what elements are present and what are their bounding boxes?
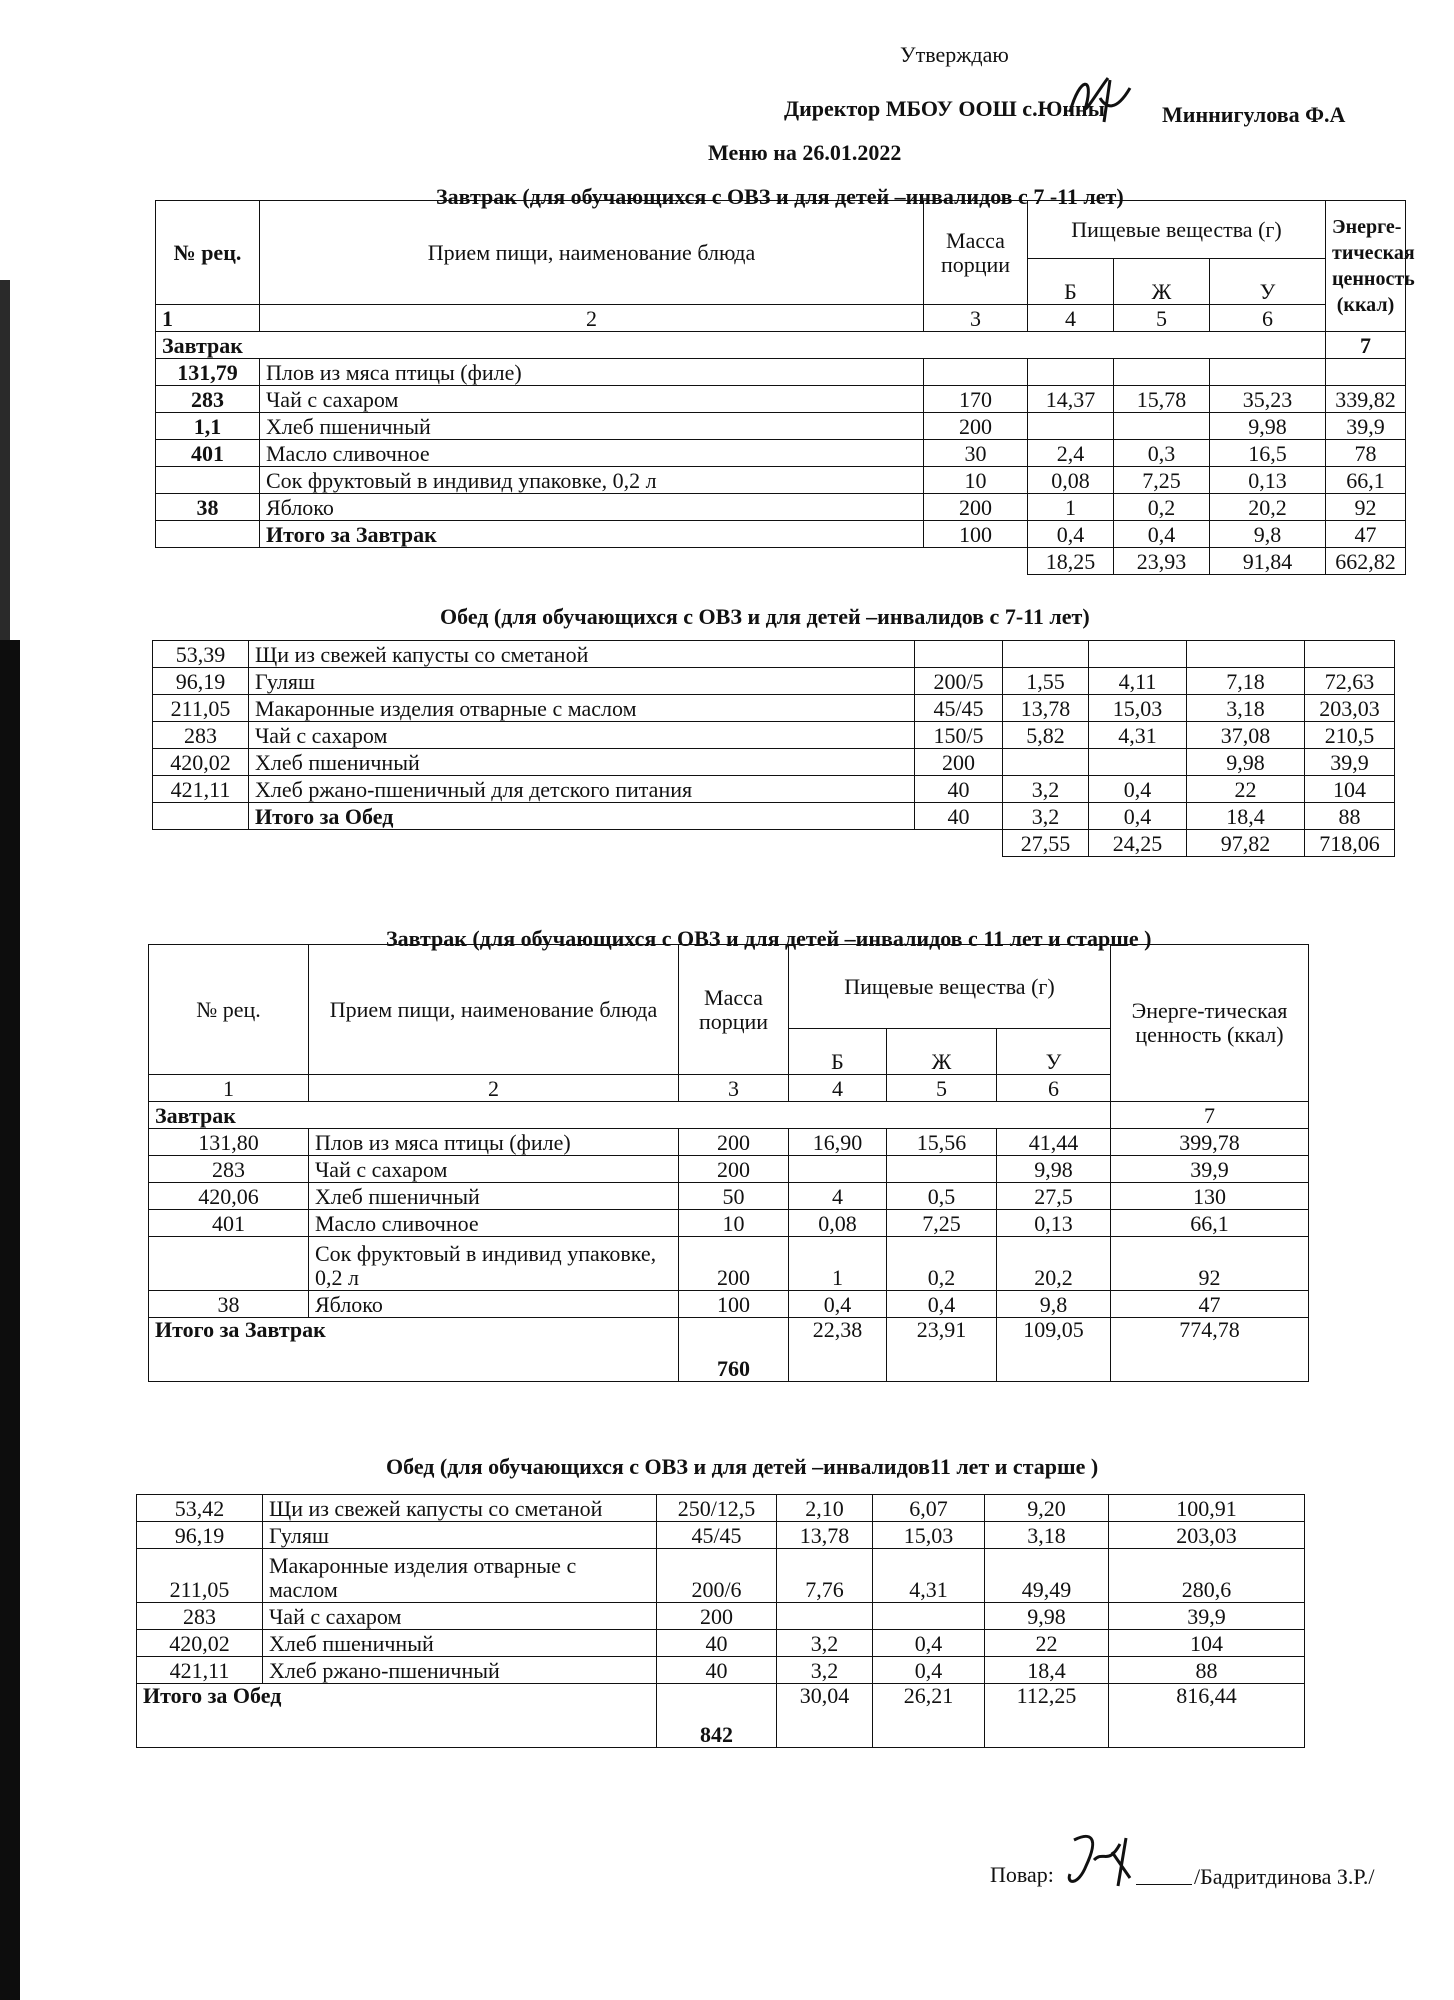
total-zh: 23,93 bbox=[1114, 548, 1210, 575]
cell-dish: Щи из свежей капусты со сметаной bbox=[249, 641, 915, 668]
total-label: Итого за Завтрак bbox=[149, 1318, 679, 1382]
table-row bbox=[153, 641, 1395, 668]
cell-zh bbox=[887, 1156, 997, 1183]
total-zh: 23,91 bbox=[887, 1318, 997, 1382]
cell-u: 9,8 bbox=[1210, 521, 1326, 548]
cell-zh: 0,4 bbox=[887, 1291, 997, 1318]
cell-u: 22 bbox=[985, 1630, 1109, 1657]
table-row bbox=[137, 1522, 1305, 1549]
total-u: 109,05 bbox=[997, 1318, 1111, 1382]
cell-zh: 0,2 bbox=[1114, 494, 1210, 521]
cell-rec: 131,79 bbox=[156, 359, 260, 386]
cell-dish: Хлеб пшеничный bbox=[309, 1183, 679, 1210]
col-u: У bbox=[1210, 259, 1326, 305]
cell-mass: 10 bbox=[679, 1210, 789, 1237]
cell-rec: 96,19 bbox=[137, 1522, 263, 1549]
cell-u: 18,4 bbox=[985, 1657, 1109, 1684]
cell-zh: 15,56 bbox=[887, 1129, 997, 1156]
table-row bbox=[149, 1183, 1309, 1210]
cell-mass: 40 bbox=[915, 776, 1003, 803]
cell-zh: 4,31 bbox=[873, 1549, 985, 1603]
cell-zh bbox=[1089, 641, 1187, 668]
cell-dish: Итого за Обед bbox=[249, 803, 915, 830]
cell-u: 41,44 bbox=[997, 1129, 1111, 1156]
cell-u: 49,49 bbox=[985, 1549, 1109, 1603]
section-label: Завтрак bbox=[156, 332, 1326, 359]
cell-rec: 401 bbox=[149, 1210, 309, 1237]
cell-zh: 15,78 bbox=[1114, 386, 1210, 413]
cell-dish: Яблоко bbox=[260, 494, 924, 521]
cell-zh: 7,25 bbox=[887, 1210, 997, 1237]
cell-rec: 1,1 bbox=[156, 413, 260, 440]
approval-label: Утверждаю bbox=[900, 42, 1009, 67]
t2-caption: Обед (для обучающихся с ОВЗ и для детей –инвалидов с 7-11 лет) bbox=[440, 604, 1090, 629]
cell-zh: 4,31 bbox=[1089, 722, 1187, 749]
total-spacer bbox=[156, 548, 1028, 575]
cell-energy: 100,91 bbox=[1109, 1495, 1305, 1522]
cell-u: 9,98 bbox=[985, 1603, 1109, 1630]
section-label: Завтрак bbox=[149, 1102, 1111, 1129]
cell-dish: Хлеб пшеничный bbox=[260, 413, 924, 440]
cell-dish: Хлеб пшеничный bbox=[249, 749, 915, 776]
cell-energy: 66,1 bbox=[1326, 467, 1406, 494]
cell-rec: 53,42 bbox=[137, 1495, 263, 1522]
col-energy: Энерге-тическая ценность (ккал) bbox=[1326, 201, 1406, 332]
cell-u: 27,5 bbox=[997, 1183, 1111, 1210]
table-row bbox=[153, 803, 1395, 830]
cell-u: 18,4 bbox=[1187, 803, 1305, 830]
table-row bbox=[153, 722, 1395, 749]
scan-shadow-edge bbox=[0, 640, 20, 2000]
cell-energy: 280,6 bbox=[1109, 1549, 1305, 1603]
cell-energy: 78 bbox=[1326, 440, 1406, 467]
table-row bbox=[156, 386, 1406, 413]
num-5: 5 bbox=[887, 1075, 997, 1102]
total-energy: 774,78 bbox=[1111, 1318, 1309, 1382]
cell-mass: 45/45 bbox=[915, 695, 1003, 722]
cell-mass: 45/45 bbox=[657, 1522, 777, 1549]
cell-mass: 250/12,5 bbox=[657, 1495, 777, 1522]
col-zh: Ж bbox=[887, 1029, 997, 1075]
cell-mass: 200 bbox=[679, 1237, 789, 1291]
table-row bbox=[137, 1549, 1305, 1603]
cell-mass: 100 bbox=[679, 1291, 789, 1318]
table-row bbox=[153, 776, 1395, 803]
cell-mass: 10 bbox=[924, 467, 1028, 494]
cell-b: 0,4 bbox=[789, 1291, 887, 1318]
cell-zh: 0,4 bbox=[1089, 803, 1187, 830]
cell-rec: 420,02 bbox=[153, 749, 249, 776]
cell-rec: 211,05 bbox=[137, 1549, 263, 1603]
cell-energy: 104 bbox=[1109, 1630, 1305, 1657]
cell-u: 16,5 bbox=[1210, 440, 1326, 467]
col-u: У bbox=[997, 1029, 1111, 1075]
cell-dish: Чай с сахаром bbox=[249, 722, 915, 749]
col-mass: Масса порции bbox=[924, 201, 1028, 305]
cell-energy: 47 bbox=[1111, 1291, 1309, 1318]
cell-dish: Итого за Завтрак bbox=[260, 521, 924, 548]
cell-dish: Чай с сахаром bbox=[260, 386, 924, 413]
table-row bbox=[137, 1657, 1305, 1684]
table-row bbox=[149, 1210, 1309, 1237]
cell-mass: 170 bbox=[924, 386, 1028, 413]
cell-energy: 203,03 bbox=[1109, 1522, 1305, 1549]
total-zh: 24,25 bbox=[1089, 830, 1187, 857]
table-row bbox=[156, 440, 1406, 467]
cell-u: 0,13 bbox=[997, 1210, 1111, 1237]
menu-title: Меню на 26.01.2022 bbox=[708, 140, 902, 165]
cell-b: 13,78 bbox=[777, 1522, 873, 1549]
cell-rec: 38 bbox=[149, 1291, 309, 1318]
cell-b: 2,10 bbox=[777, 1495, 873, 1522]
director-signature bbox=[1060, 68, 1140, 128]
cell-mass: 40 bbox=[915, 803, 1003, 830]
cell-energy: 210,5 bbox=[1305, 722, 1395, 749]
num-4: 4 bbox=[1028, 305, 1114, 332]
cell-rec: 421,11 bbox=[153, 776, 249, 803]
num-4: 4 bbox=[789, 1075, 887, 1102]
director-title: Директор МБОУ ООШ с.Юнны bbox=[784, 96, 1105, 121]
cell-rec: 38 bbox=[156, 494, 260, 521]
cell-u: 7,18 bbox=[1187, 668, 1305, 695]
t4-lunch-11plus-table bbox=[136, 1494, 1305, 1748]
cook-label: Повар: bbox=[990, 1862, 1054, 1887]
cell-mass: 200 bbox=[924, 494, 1028, 521]
table-row bbox=[149, 1237, 1309, 1291]
cell-u: 35,23 bbox=[1210, 386, 1326, 413]
cell-energy bbox=[1326, 359, 1406, 386]
cell-zh: 0,3 bbox=[1114, 440, 1210, 467]
cell-rec: 96,19 bbox=[153, 668, 249, 695]
cell-b: 5,82 bbox=[1003, 722, 1089, 749]
cell-u: 0,13 bbox=[1210, 467, 1326, 494]
cell-dish: Плов из мяса птицы (филе) bbox=[309, 1129, 679, 1156]
t1-caption: Завтрак (для обучающихся с ОВЗ и для детей –инвалидов с 7 -11 лет) bbox=[436, 184, 1124, 209]
cell-rec: 401 bbox=[156, 440, 260, 467]
total-b: 22,38 bbox=[789, 1318, 887, 1382]
col-name: Прием пищи, наименование блюда bbox=[260, 201, 924, 305]
cell-b bbox=[1003, 641, 1089, 668]
cell-mass: 40 bbox=[657, 1657, 777, 1684]
total-b: 18,25 bbox=[1028, 548, 1114, 575]
table-row bbox=[153, 749, 1395, 776]
cell-dish: Хлеб пшеничный bbox=[263, 1630, 657, 1657]
cell-zh: 0,4 bbox=[873, 1630, 985, 1657]
cell-rec: 283 bbox=[149, 1156, 309, 1183]
cell-mass bbox=[915, 641, 1003, 668]
cell-dish: Сок фруктовый в индивид упаковке, 0,2 л bbox=[260, 467, 924, 494]
cell-mass: 200 bbox=[915, 749, 1003, 776]
cell-rec bbox=[156, 467, 260, 494]
table-row bbox=[149, 1129, 1309, 1156]
cell-energy: 339,82 bbox=[1326, 386, 1406, 413]
cell-mass: 200 bbox=[657, 1603, 777, 1630]
num-1: 1 bbox=[156, 305, 260, 332]
cell-b: 7,76 bbox=[777, 1549, 873, 1603]
cell-zh: 4,11 bbox=[1089, 668, 1187, 695]
cell-zh bbox=[1089, 749, 1187, 776]
cell-b: 14,37 bbox=[1028, 386, 1114, 413]
cell-b: 0,08 bbox=[789, 1210, 887, 1237]
cell-dish: Хлеб ржано-пшеничный bbox=[263, 1657, 657, 1684]
cell-u: 9,8 bbox=[997, 1291, 1111, 1318]
cell-energy: 88 bbox=[1109, 1657, 1305, 1684]
table-row bbox=[149, 1291, 1309, 1318]
cell-energy: 39,9 bbox=[1305, 749, 1395, 776]
table-row bbox=[156, 413, 1406, 440]
cell-u: 9,98 bbox=[1187, 749, 1305, 776]
num-2: 2 bbox=[309, 1075, 679, 1102]
cell-dish: Яблоко bbox=[309, 1291, 679, 1318]
cell-rec bbox=[156, 521, 260, 548]
cell-u: 3,18 bbox=[1187, 695, 1305, 722]
cell-dish: Гуляш bbox=[249, 668, 915, 695]
cell-mass: 100 bbox=[924, 521, 1028, 548]
total-energy: 718,06 bbox=[1305, 830, 1395, 857]
cell-dish: Чай с сахаром bbox=[263, 1603, 657, 1630]
num-5: 5 bbox=[1114, 305, 1210, 332]
cell-energy: 399,78 bbox=[1111, 1129, 1309, 1156]
total-u: 91,84 bbox=[1210, 548, 1326, 575]
col-b: Б bbox=[1028, 259, 1114, 305]
table-row bbox=[137, 1603, 1305, 1630]
cell-u bbox=[1187, 641, 1305, 668]
cell-mass: 200/5 bbox=[915, 668, 1003, 695]
cell-rec: 421,11 bbox=[137, 1657, 263, 1684]
cell-mass: 200/6 bbox=[657, 1549, 777, 1603]
cell-b bbox=[789, 1156, 887, 1183]
total-energy: 662,82 bbox=[1326, 548, 1406, 575]
total-energy: 816,44 bbox=[1109, 1684, 1305, 1748]
cell-dish: Макаронные изделия отварные с маслом bbox=[249, 695, 915, 722]
cell-rec: 283 bbox=[153, 722, 249, 749]
cell-zh: 0,2 bbox=[887, 1237, 997, 1291]
col-mass: Масса порции bbox=[679, 945, 789, 1075]
cell-energy: 88 bbox=[1305, 803, 1395, 830]
cell-b: 3,2 bbox=[1003, 803, 1089, 830]
table-row bbox=[137, 1495, 1305, 1522]
cell-energy: 39,9 bbox=[1109, 1603, 1305, 1630]
cell-b: 16,90 bbox=[789, 1129, 887, 1156]
table-row bbox=[156, 467, 1406, 494]
cell-b bbox=[1028, 413, 1114, 440]
cell-mass bbox=[924, 359, 1028, 386]
cell-mass: 150/5 bbox=[915, 722, 1003, 749]
cell-energy: 66,1 bbox=[1111, 1210, 1309, 1237]
cook-signature bbox=[1060, 1826, 1156, 1896]
cell-u: 20,2 bbox=[997, 1237, 1111, 1291]
cell-mass: 200 bbox=[679, 1129, 789, 1156]
cell-b: 4 bbox=[789, 1183, 887, 1210]
cell-b: 1 bbox=[789, 1237, 887, 1291]
t4-caption: Обед (для обучающихся с ОВЗ и для детей –инвалидов11 лет и старше ) bbox=[386, 1454, 1099, 1479]
cell-energy: 104 bbox=[1305, 776, 1395, 803]
num-7: 7 bbox=[1111, 1102, 1309, 1129]
cell-u: 22 bbox=[1187, 776, 1305, 803]
cell-mass: 200 bbox=[924, 413, 1028, 440]
num-2: 2 bbox=[260, 305, 924, 332]
cell-b: 0,08 bbox=[1028, 467, 1114, 494]
total-mass: 760 bbox=[679, 1318, 789, 1382]
cell-energy: 130 bbox=[1111, 1183, 1309, 1210]
t3-breakfast-11plus-table bbox=[148, 944, 1309, 1382]
cell-mass: 200 bbox=[679, 1156, 789, 1183]
cell-energy bbox=[1305, 641, 1395, 668]
total-b: 27,55 bbox=[1003, 830, 1089, 857]
total-b: 30,04 bbox=[777, 1684, 873, 1748]
cell-b: 2,4 bbox=[1028, 440, 1114, 467]
table-row bbox=[137, 1630, 1305, 1657]
cell-rec: 211,05 bbox=[153, 695, 249, 722]
cell-b: 1 bbox=[1028, 494, 1114, 521]
cell-rec: 53,39 bbox=[153, 641, 249, 668]
cell-rec: 283 bbox=[137, 1603, 263, 1630]
table-row bbox=[153, 695, 1395, 722]
cell-rec: 131,80 bbox=[149, 1129, 309, 1156]
cell-energy: 92 bbox=[1326, 494, 1406, 521]
scan-shadow-upper bbox=[0, 280, 10, 640]
col-nutrients: Пищевые вещества (г) bbox=[789, 945, 1111, 1029]
cell-zh: 6,07 bbox=[873, 1495, 985, 1522]
cell-b bbox=[777, 1603, 873, 1630]
cell-rec bbox=[149, 1237, 309, 1291]
num-1: 1 bbox=[149, 1075, 309, 1102]
cell-u: 20,2 bbox=[1210, 494, 1326, 521]
cell-zh: 0,5 bbox=[887, 1183, 997, 1210]
cell-u bbox=[1210, 359, 1326, 386]
cell-u: 9,98 bbox=[997, 1156, 1111, 1183]
cell-rec: 283 bbox=[156, 386, 260, 413]
num-6: 6 bbox=[1210, 305, 1326, 332]
col-b: Б bbox=[789, 1029, 887, 1075]
table-row bbox=[156, 494, 1406, 521]
cell-dish: Масло сливочное bbox=[309, 1210, 679, 1237]
cell-u: 37,08 bbox=[1187, 722, 1305, 749]
total-label: Итого за Обед bbox=[137, 1684, 657, 1748]
signature-line bbox=[1136, 1884, 1192, 1885]
cell-zh bbox=[1114, 359, 1210, 386]
cell-dish: Сок фруктовый в индивид упаковке, 0,2 л bbox=[309, 1237, 679, 1291]
table-row bbox=[156, 521, 1406, 548]
col-nutrients: Пищевые вещества (г) bbox=[1028, 201, 1326, 259]
cell-u: 3,18 bbox=[985, 1522, 1109, 1549]
cell-dish: Щи из свежей капусты со сметаной bbox=[263, 1495, 657, 1522]
cell-energy: 72,63 bbox=[1305, 668, 1395, 695]
cell-energy: 203,03 bbox=[1305, 695, 1395, 722]
cell-b bbox=[1003, 749, 1089, 776]
cell-energy: 92 bbox=[1111, 1237, 1309, 1291]
cell-b: 1,55 bbox=[1003, 668, 1089, 695]
t3-caption: Завтрак (для обучающихся с ОВЗ и для детей –инвалидов с 11 лет и старше ) bbox=[386, 926, 1152, 951]
num-6: 6 bbox=[997, 1075, 1111, 1102]
cell-dish: Гуляш bbox=[263, 1522, 657, 1549]
cell-zh bbox=[873, 1603, 985, 1630]
total-mass: 842 bbox=[657, 1684, 777, 1748]
cell-b: 13,78 bbox=[1003, 695, 1089, 722]
cell-energy: 39,9 bbox=[1111, 1156, 1309, 1183]
cell-zh bbox=[1114, 413, 1210, 440]
cell-b bbox=[1028, 359, 1114, 386]
cook-name: /Бадритдинова З.Р./ bbox=[1194, 1864, 1375, 1889]
num-3: 3 bbox=[924, 305, 1028, 332]
cell-rec: 420,06 bbox=[149, 1183, 309, 1210]
cell-b: 0,4 bbox=[1028, 521, 1114, 548]
cell-mass: 30 bbox=[924, 440, 1028, 467]
cell-rec bbox=[153, 803, 249, 830]
cell-zh: 0,4 bbox=[873, 1657, 985, 1684]
t1-breakfast-7-11-table bbox=[155, 200, 1415, 575]
cell-dish: Плов из мяса птицы (филе) bbox=[260, 359, 924, 386]
t2-lunch-7-11-table bbox=[152, 640, 1395, 857]
cell-rec: 420,02 bbox=[137, 1630, 263, 1657]
cell-zh: 7,25 bbox=[1114, 467, 1210, 494]
cell-u: 9,98 bbox=[1210, 413, 1326, 440]
cell-dish: Масло сливочное bbox=[260, 440, 924, 467]
total-zh: 26,21 bbox=[873, 1684, 985, 1748]
cell-b: 3,2 bbox=[777, 1630, 873, 1657]
table-row bbox=[149, 1156, 1309, 1183]
total-u: 97,82 bbox=[1187, 830, 1305, 857]
cell-zh: 0,4 bbox=[1089, 776, 1187, 803]
cell-zh: 15,03 bbox=[1089, 695, 1187, 722]
cell-dish: Чай с сахаром bbox=[309, 1156, 679, 1183]
cell-u: 9,20 bbox=[985, 1495, 1109, 1522]
table-row bbox=[156, 359, 1406, 386]
cell-dish: Макаронные изделия отварные с маслом bbox=[263, 1549, 657, 1603]
col-name: Прием пищи, наименование блюда bbox=[309, 945, 679, 1075]
cell-b: 3,2 bbox=[1003, 776, 1089, 803]
cell-dish: Хлеб ржано-пшеничный для детского питания bbox=[249, 776, 915, 803]
col-zh: Ж bbox=[1114, 259, 1210, 305]
cell-mass: 40 bbox=[657, 1630, 777, 1657]
num-3: 3 bbox=[679, 1075, 789, 1102]
cell-b: 3,2 bbox=[777, 1657, 873, 1684]
cell-energy: 39,9 bbox=[1326, 413, 1406, 440]
total-spacer bbox=[153, 830, 1003, 857]
cell-zh: 15,03 bbox=[873, 1522, 985, 1549]
total-u: 112,25 bbox=[985, 1684, 1109, 1748]
col-energy: Энерге-тическая ценность (ккал) bbox=[1111, 945, 1309, 1102]
col-rec: № рец. bbox=[156, 201, 260, 305]
cell-energy: 47 bbox=[1326, 521, 1406, 548]
director-name: Миннигулова Ф.А bbox=[1162, 102, 1346, 127]
col-rec: № рец. bbox=[149, 945, 309, 1075]
cell-zh: 0,4 bbox=[1114, 521, 1210, 548]
cell-mass: 50 bbox=[679, 1183, 789, 1210]
num-7: 7 bbox=[1326, 332, 1406, 359]
table-row bbox=[153, 668, 1395, 695]
